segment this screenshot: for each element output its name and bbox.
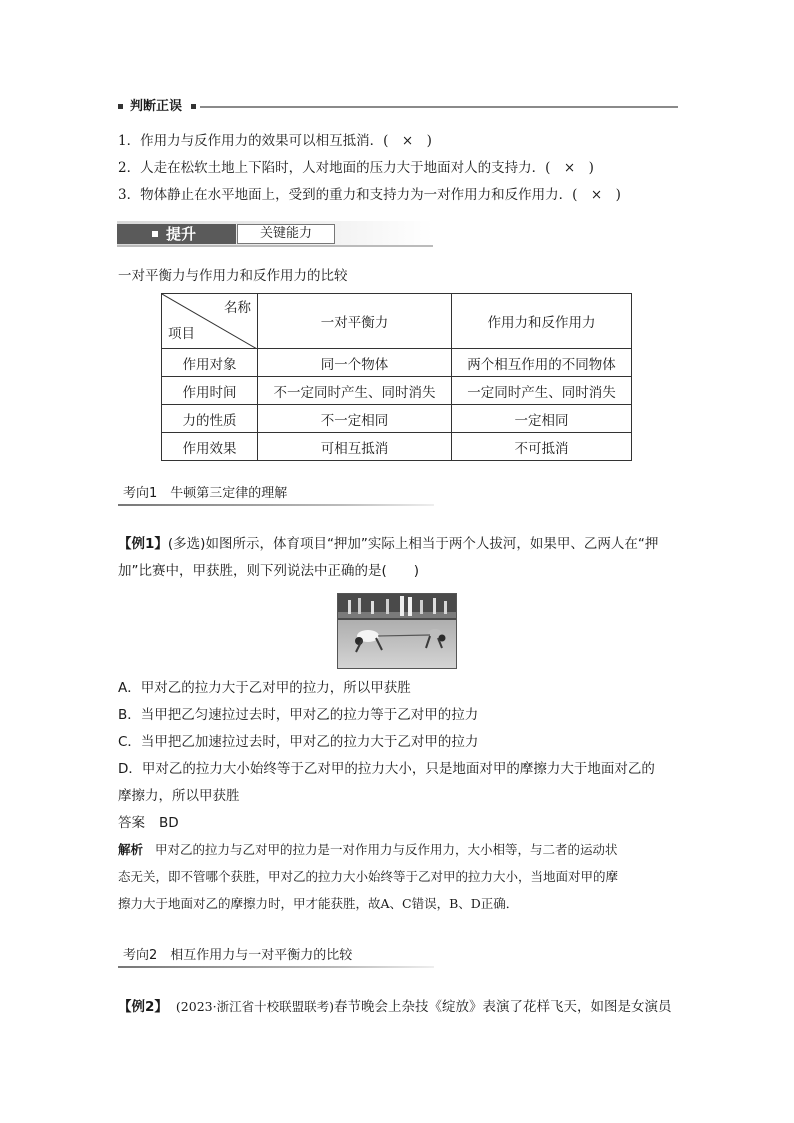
table-row	[162, 349, 632, 377]
section-rule	[118, 504, 434, 506]
square-bullet-icon	[118, 104, 123, 109]
cell-col1: 不一定同时产生、同时消失	[258, 377, 452, 405]
option-a: A．甲对乙的拉力大于乙对甲的拉力，所以甲获胜	[118, 680, 411, 696]
cell-col2: 一定相同	[452, 405, 632, 433]
table-row	[162, 377, 632, 405]
analysis-line3: 擦力大于地面对乙的摩擦力时，甲才能获胜，故A、C错误，B、D正确．	[118, 896, 519, 911]
table-header-col2: 作用力和反作用力	[452, 294, 632, 349]
row-label: 作用对象	[162, 349, 258, 377]
answer-value: BD	[159, 815, 179, 831]
row-label: 力的性质	[162, 405, 258, 433]
analysis-line1: 解析 甲对乙的拉力与乙对甲的拉力是一对作用力与反作用力，大小相等，与二者的运动状	[118, 842, 618, 857]
square-bullet-icon	[152, 231, 158, 237]
analysis-label: 解析	[118, 842, 144, 857]
table-row	[162, 433, 632, 461]
banner-sub-label: 关键能力	[259, 226, 312, 241]
judge-title: 判断正误	[130, 99, 183, 114]
judge-item-3: 3．物体静止在水平地面上，受到的重力和支持力为一对作用力和反作用力．( × )	[118, 187, 621, 203]
judge-item-2: 2．人走在松软土地上下陷时，人对地面的压力大于地面对人的支持力．( × )	[118, 160, 594, 176]
corner-bottom-label: 项目	[168, 326, 195, 342]
analysis-line2: 态无关，即不管哪个获胜，甲对乙的拉力大小始终等于乙对甲的拉力大小，当地面对甲的摩	[118, 869, 619, 884]
judge-item-1: 1．作用力与反作用力的效果可以相互抵消．( × )	[118, 133, 432, 149]
section-header-2	[118, 946, 434, 968]
banner-main-label: 提升	[166, 225, 197, 243]
table-row	[162, 405, 632, 433]
option-d-continued: 摩擦力，所以甲获胜	[118, 788, 240, 804]
option-c: C．当甲把乙加速拉过去时，甲对乙的拉力大于乙对甲的拉力	[118, 734, 479, 750]
answer-line	[118, 813, 179, 833]
comparison-table	[161, 293, 632, 461]
square-bullet-icon	[191, 104, 196, 109]
section-rule	[118, 966, 434, 968]
example1-line2: 加”比赛中，甲获胜，则下列说法中正确的是( )	[118, 563, 420, 579]
ability-banner	[117, 221, 433, 249]
judge-section-header	[118, 97, 678, 117]
option-d: D．甲对乙的拉力大小始终等于乙对甲的拉力大小，只是地面对甲的摩擦力大于地面对乙的	[118, 761, 655, 777]
header-rule	[200, 106, 678, 108]
cell-col1: 可相互抵消	[258, 433, 452, 461]
example-tag: 【例2】	[118, 999, 168, 1015]
table-corner-cell	[162, 294, 258, 349]
cell-col1: 不一定相同	[258, 405, 452, 433]
cell-col1: 同一个物体	[258, 349, 452, 377]
option-b: B．当甲把乙匀速拉过去时，甲对乙的拉力等于乙对甲的拉力	[118, 707, 479, 723]
section-title: 考向1 牛顿第三定律的理解	[123, 486, 288, 501]
section-header-1	[118, 484, 434, 506]
example1-line1: 【例1】(多选)如图所示，体育项目“押加”实际上相当于两个人拔河，如果甲、乙两人在“押	[118, 536, 659, 552]
cell-col2: 一定同时产生、同时消失	[452, 377, 632, 405]
row-label: 作用效果	[162, 433, 258, 461]
row-label: 作用时间	[162, 377, 258, 405]
example2-line1: 【例2】 (2023·浙江省十校联盟联考)春节晚会上杂技《绽放》表演了花样飞天，如图是女演员	[118, 999, 672, 1015]
table-header-col1: 一对平衡力	[258, 294, 452, 349]
cell-col2: 不可抵消	[452, 433, 632, 461]
example-tag: 【例1】	[118, 536, 168, 552]
answer-label: 答案	[118, 815, 145, 831]
section-title: 考向2 相互作用力与一对平衡力的比较	[123, 948, 353, 963]
tug-of-war-photo	[337, 593, 457, 669]
cell-col2: 两个相互作用的不同物体	[452, 349, 632, 377]
example2-source: (2023·浙江省十校联盟联考)	[175, 999, 334, 1014]
corner-top-label: 名称	[224, 300, 251, 316]
comparison-heading: 一对平衡力与作用力和反作用力的比较	[118, 268, 348, 284]
